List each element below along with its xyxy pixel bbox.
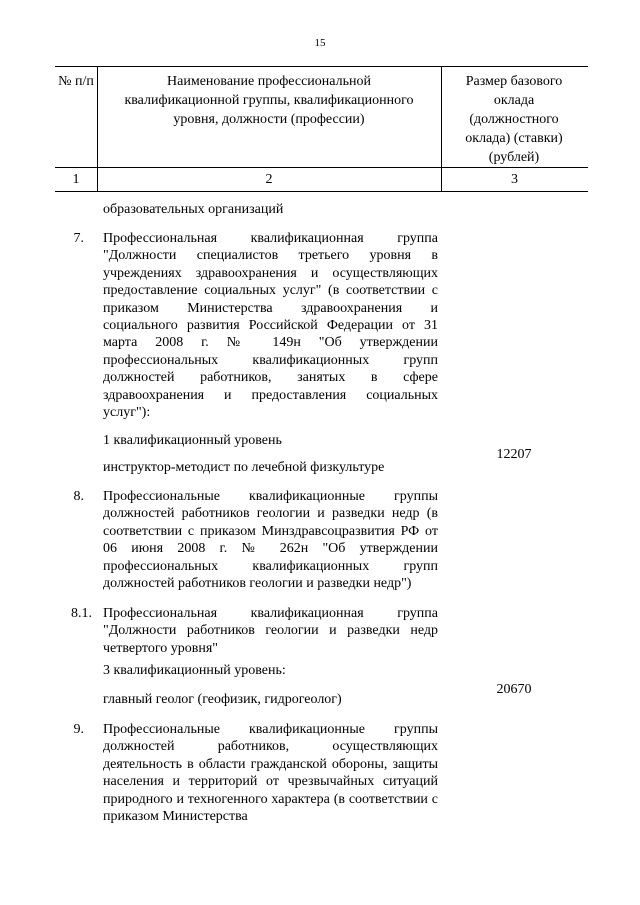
table-colnum-divider	[55, 191, 588, 192]
table-header-divider	[55, 167, 588, 168]
table-top-border	[55, 66, 588, 67]
colnum-2: 2	[265, 172, 273, 187]
header-col-name: Наименование профессиональной квалификационной группы, квалификационного уровня, должности (профессии)	[124, 74, 414, 127]
row-number: 9.	[73, 722, 84, 737]
row-number: 7.	[73, 231, 84, 246]
continuation-text: образовательных организаций	[103, 202, 284, 217]
salary-value: 12207	[496, 447, 532, 462]
header-col-salary: Размер базового оклада (должностного оклада) (ставки) (рублей)	[465, 74, 563, 165]
qualification-level: 1 квалификационный уровень	[103, 433, 282, 448]
colnum-1: 1	[72, 172, 80, 187]
row-description: Профессиональные квалификационные группы должностей работников геологии и разведки недр (в соответствии с приказом Минздравсоцразвития РФ от 06 июня 2008 г. № 262н "Об утверждении профессиональных квалификационных групп должностей работников геологии и разведки недр")	[103, 489, 438, 592]
position-name: главный геолог (геофизик, гидрогеолог)	[103, 692, 342, 707]
row-number: 8.1.	[71, 606, 92, 621]
row-description: Профессиональная квалификационная группа "Должности работников геологии и разведки недр четвертого уровня"	[103, 606, 438, 656]
position-name: инструктор-методист по лечебной физкультуре	[103, 460, 385, 475]
row-number: 8.	[73, 489, 84, 504]
row-description: Профессиональные квалификационные группы должностей работников, осуществляющих деятельность в области гражданской обороны, защиты населения и территорий от чрезвычайных ситуаций природного и техногенного характера (в соответствии с приказом Министерства	[103, 722, 438, 825]
colnum-3: 3	[511, 172, 518, 187]
qualification-level: 3 квалификационный уровень:	[103, 663, 286, 678]
page-number: 15	[314, 37, 326, 49]
header-col-number: № п/п	[58, 74, 94, 89]
row-description: Профессиональная квалификационная группа "Должности специалистов третьего уровня в учреждениях здравоохранения и осуществляющих предоставление социальных услуг" (в соответствии с приказом Министерства здравоохранения и социального развития Российской Федерации от 31 марта 2008 г. № 149н "Об утверждении профессиональных квалификационных групп должностей работников, занятых в сфере здравоохранения и предоставления социальных услуг"):	[103, 231, 438, 421]
salary-value: 20670	[496, 682, 532, 697]
